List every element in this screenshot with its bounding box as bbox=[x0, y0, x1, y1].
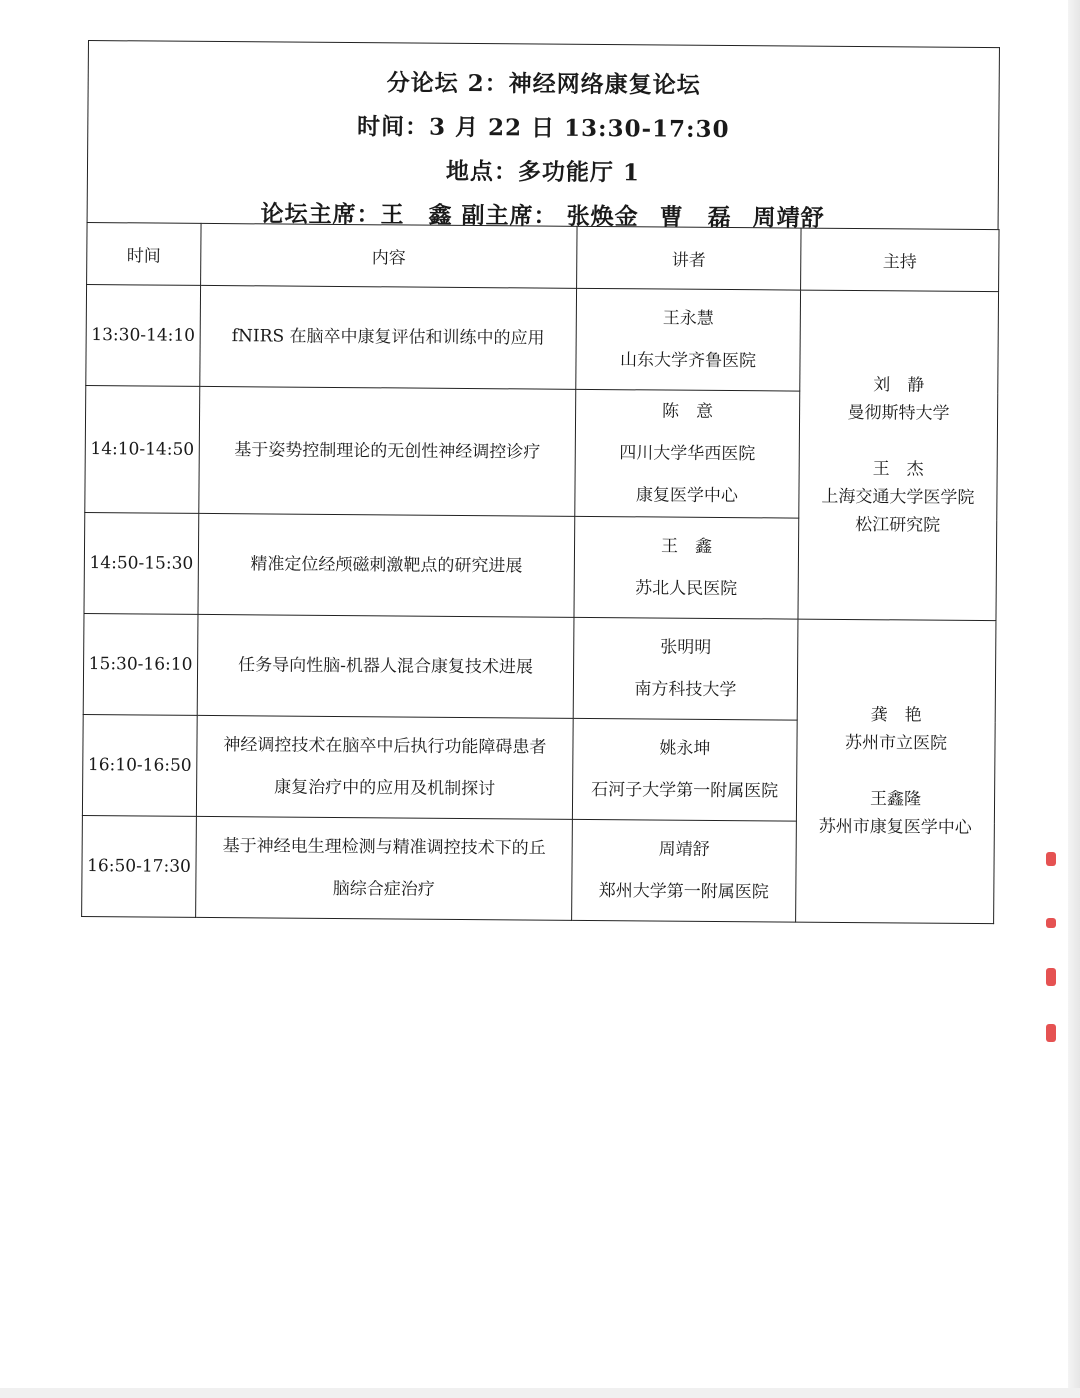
speaker-affiliation: 山东大学齐鲁医院 bbox=[619, 350, 757, 372]
speaker-affiliation: 郑州大学第一附属医院 bbox=[598, 881, 769, 903]
col-header-content: 内容 bbox=[201, 223, 577, 288]
content-line: 任务导向性脑-机器人混合康复技术进展 bbox=[238, 655, 534, 678]
content-line: 脑综合症治疗 bbox=[332, 878, 435, 900]
stamp-fragment bbox=[1046, 852, 1056, 866]
session-content bbox=[197, 614, 574, 718]
host-name: 王鑫隆 bbox=[869, 789, 922, 810]
forum-time: 时间：3 月 22 日 13:30-17:30 bbox=[356, 113, 730, 144]
vice-chair-label: 副主席： bbox=[461, 201, 558, 230]
stamp-fragment bbox=[1046, 918, 1056, 928]
vice-chair: 曹 磊 bbox=[659, 203, 732, 232]
speaker-name: 陈 意 bbox=[662, 401, 714, 422]
session-host bbox=[796, 619, 996, 924]
speaker-name: 姚永坤 bbox=[659, 738, 711, 759]
session-time: 15:30-16:10 bbox=[83, 613, 198, 715]
session-content bbox=[196, 715, 573, 819]
forum-chair: 论坛主席：王 鑫 bbox=[260, 200, 453, 229]
session-content bbox=[199, 386, 576, 516]
table-row bbox=[86, 284, 999, 392]
page-edge bbox=[1068, 0, 1080, 1398]
speaker-name: 王 鑫 bbox=[660, 536, 713, 557]
host-affiliation: 苏州市康复医学中心 bbox=[818, 816, 972, 838]
host-affiliation: 苏州市立医院 bbox=[844, 732, 948, 754]
session-content bbox=[196, 816, 573, 920]
host-affiliation: 松江研究院 bbox=[855, 515, 941, 536]
session-speaker bbox=[573, 617, 798, 720]
session-speaker bbox=[572, 819, 797, 922]
forum-header bbox=[87, 40, 1000, 232]
content-line: 基于姿势控制理论的无创性神经调控诊疗 bbox=[234, 440, 541, 463]
session-time: 16:50-17:30 bbox=[82, 815, 197, 917]
session-speaker bbox=[575, 389, 800, 518]
content-line: 基于神经电生理检测与精准调控技术下的丘 bbox=[222, 836, 546, 859]
forum-title: 分论坛 2：神经网络康复论坛 bbox=[386, 69, 701, 99]
col-header-host: 主持 bbox=[801, 228, 999, 292]
schedule-sheet bbox=[81, 40, 1000, 924]
host-name: 龚 艳 bbox=[870, 705, 922, 726]
speaker-affiliation: 石河子大学第一附属医院 bbox=[591, 779, 779, 802]
speaker-name: 周靖舒 bbox=[658, 839, 710, 860]
session-time: 14:50-15:30 bbox=[84, 512, 199, 614]
schedule-table bbox=[81, 222, 999, 924]
session-time: 14:10-14:50 bbox=[85, 385, 200, 513]
col-header-speaker: 讲者 bbox=[577, 226, 801, 290]
speaker-affiliation: 康复医学中心 bbox=[635, 485, 739, 507]
speaker-affiliation: 南方科技大学 bbox=[634, 679, 737, 701]
content-line: fNIRS 在脑卒中康复评估和训练中的应用 bbox=[231, 326, 545, 349]
stamp-fragment bbox=[1046, 968, 1056, 986]
session-time: 16:10-16:50 bbox=[82, 714, 197, 816]
session-content bbox=[198, 513, 575, 617]
speaker-affiliation: 四川大学华西医院 bbox=[619, 443, 756, 465]
speaker-affiliation: 苏北人民医院 bbox=[635, 578, 738, 600]
speaker-name: 王永慧 bbox=[662, 308, 714, 329]
vice-chair: 周靖舒 bbox=[752, 204, 825, 232]
content-line: 精准定位经颅磁刺激靶点的研究进展 bbox=[250, 554, 523, 577]
session-speaker bbox=[572, 718, 797, 821]
host-affiliation: 上海交通大学医学院 bbox=[821, 486, 975, 508]
vice-chair: 张焕金 bbox=[566, 202, 639, 231]
host-name: 王 杰 bbox=[872, 459, 924, 480]
host-name: 刘 静 bbox=[873, 375, 925, 396]
session-speaker bbox=[574, 516, 799, 619]
session-speaker bbox=[576, 288, 801, 391]
session-content bbox=[200, 285, 577, 389]
session-time: 13:30-14:10 bbox=[86, 284, 201, 386]
content-line: 康复治疗中的应用及机制探讨 bbox=[274, 777, 496, 800]
page-edge-bottom bbox=[0, 1388, 1080, 1398]
content-line: 神经调控技术在脑卒中后执行功能障碍患者 bbox=[223, 735, 547, 758]
col-header-time: 时间 bbox=[87, 222, 201, 285]
host-affiliation: 曼彻斯特大学 bbox=[847, 402, 950, 424]
speaker-name: 张明明 bbox=[660, 637, 712, 658]
table-row bbox=[83, 613, 996, 721]
stamp-fragment bbox=[1046, 1024, 1056, 1042]
forum-venue: 地点：多功能厅 1 bbox=[445, 157, 641, 187]
session-host bbox=[798, 290, 999, 621]
